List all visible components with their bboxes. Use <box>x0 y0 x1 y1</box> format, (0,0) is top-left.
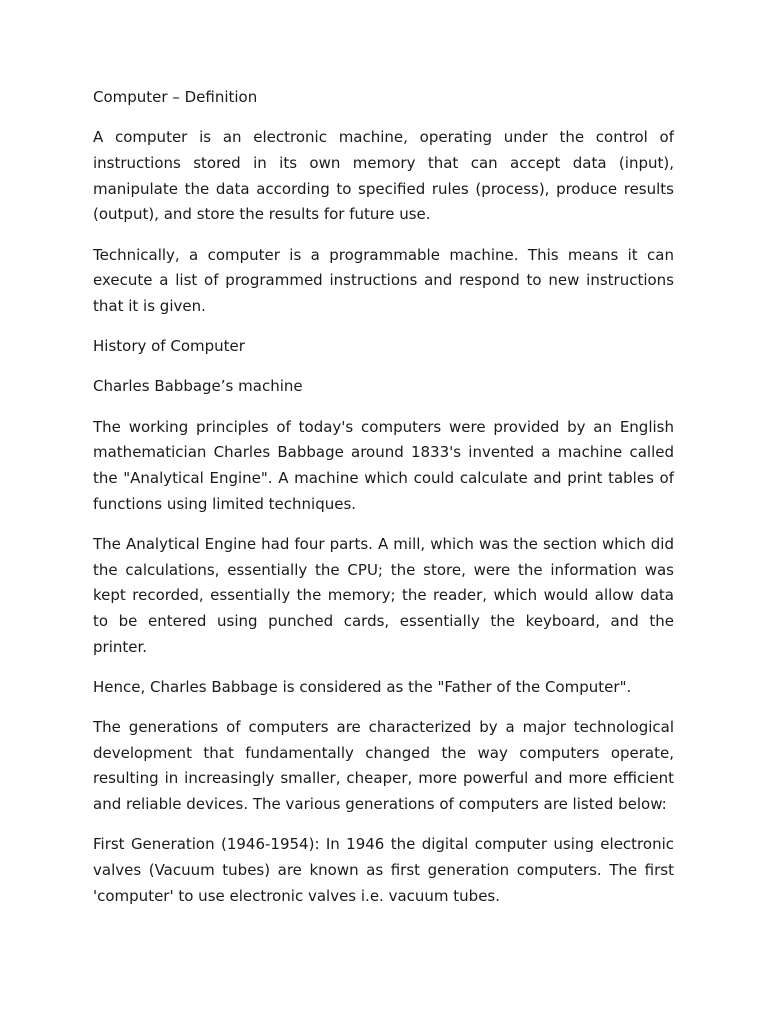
heading-history-of-computer: History of Computer <box>93 337 245 356</box>
paragraph-generations-intro: The generations of computers are characterized by a major technological development that fundamentally changed the way computers operate, resulting in increasingly smaller, cheaper, more powerful and more efficient and reliable devices. The various generations of computers are listed below: <box>93 718 674 814</box>
heading-computer-definition: Computer – Definition <box>93 88 258 106</box>
paragraph-working-principles: The working principles of today's computers were provided by an English mathematician Charles Babbage around 1833's invented a machine called the "Analytical Engine". A machine which could calculate and print tables of functions using limited techniques. <box>93 417 674 513</box>
paragraph-analytical-engine-parts: The Analytical Engine had four parts. A mill, which was the section which did the calculations, essentially the CPU; the store, were the information was kept recorded, essentially the memory; the reader, which would allow data to be entered using punched cards, essentially the keyboard, and the printer. <box>93 534 674 656</box>
paragraph-father-of-computer: Hence, Charles Babbage is considered as the "Father of the Computer". <box>93 677 632 696</box>
paragraph-programmable-machine: Technically, a computer is a programmable machine. This means it can execute a list of programmed instructions and respond to new instructions that it is given. <box>93 245 674 315</box>
heading-babbage-machine: Charles Babbage’s machine <box>93 377 303 396</box>
paragraph-first-generation: First Generation (1946-1954): In 1946 the digital computer using electronic valves (Vacuum tubes) are known as first generation computers. The first 'computer' to use electronic valves i.e. vacuum tubes. <box>93 835 674 905</box>
document-page <box>93 85 674 909</box>
paragraph-computer-definition: A computer is an electronic machine, operating under the control of instructions stored in its own memory that can accept data (input), manipulate the data according to specified rules (process), produce results (output), and store the results for future use. <box>93 128 674 224</box>
